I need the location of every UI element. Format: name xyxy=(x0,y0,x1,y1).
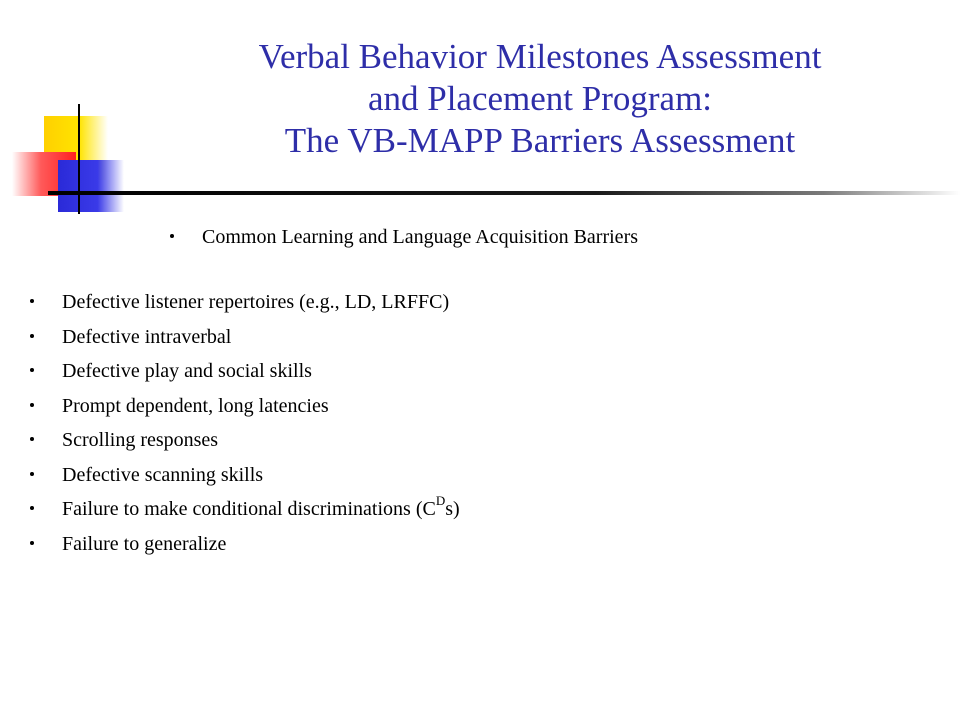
bullet-dot-icon xyxy=(30,506,34,510)
list-item-text: Scrolling responses xyxy=(62,429,219,451)
vertical-rule xyxy=(78,104,80,214)
list-item-suffix: s) xyxy=(445,498,460,520)
title-line-2: and Placement Program: xyxy=(367,79,713,118)
list-item-text: Failure to make conditional discriminations (C xyxy=(62,498,436,520)
subtitle xyxy=(170,226,930,249)
slide-title xyxy=(140,36,940,162)
list-item xyxy=(30,532,910,567)
list-item-text: Defective intraverbal xyxy=(62,325,232,348)
subtitle-text: Common Learning and Language Acquisition Barriers xyxy=(202,226,639,248)
list-item-text: Defective play and social skills xyxy=(62,360,312,382)
list-item xyxy=(30,394,910,429)
list-item xyxy=(30,463,910,498)
list-item-text: Defective scanning skills xyxy=(62,463,264,486)
bullet-dot-icon xyxy=(30,368,34,372)
title-line-1: Verbal Behavior Milestones Assessment xyxy=(258,37,822,76)
bullet-dot-icon xyxy=(30,541,34,545)
barriers-list xyxy=(30,290,910,566)
list-item xyxy=(30,493,910,532)
blue-square xyxy=(58,160,124,212)
list-item-text: Defective listener repertoires (e.g., LD, LRFFC) xyxy=(62,291,450,313)
title-line-3: The VB-MAPP Barriers Assessment xyxy=(284,121,796,160)
bullet-dot-icon xyxy=(30,299,34,303)
list-item xyxy=(30,359,910,394)
bullet-dot-icon xyxy=(30,437,34,441)
bullet-dot-icon xyxy=(30,403,34,407)
list-item xyxy=(30,290,910,325)
list-item xyxy=(30,325,910,360)
bullet-dot-icon xyxy=(170,234,174,238)
superscript-d: D xyxy=(435,493,446,509)
list-item-text: Failure to generalize xyxy=(62,532,227,555)
bullet-dot-icon xyxy=(30,472,34,476)
title-underline-rule xyxy=(48,191,960,195)
list-item-text: Prompt dependent, long latencies xyxy=(62,394,329,417)
list-item xyxy=(30,428,910,463)
bullet-dot-icon xyxy=(30,334,34,338)
